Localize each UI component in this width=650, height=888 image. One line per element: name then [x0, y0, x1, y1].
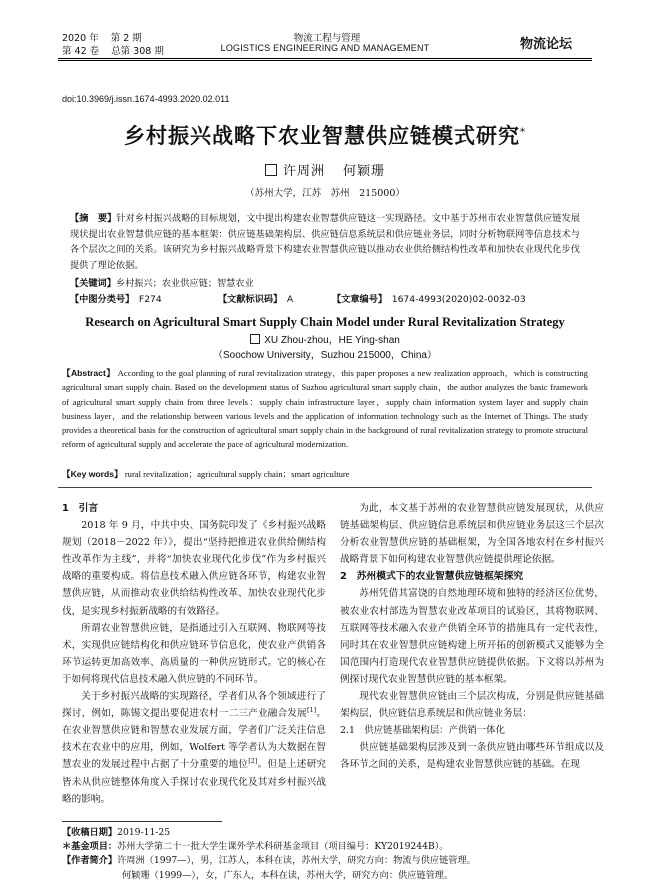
author-bio-label: 【作者简介】 [62, 855, 118, 867]
header-rule-thin [58, 60, 592, 61]
authors-en-text: XU Zhou-zhou，HE Ying-shan [264, 335, 400, 346]
section-2-1-heading: 2.1 供应链基础架构层：产供销一体化 [340, 725, 505, 737]
received-label: 【收稿日期】 [62, 827, 118, 838]
author-box-icon-en [250, 334, 260, 344]
received-value: 2019-11-25 [117, 827, 171, 838]
section-name: 物流论坛 [520, 37, 573, 52]
section-1-paragraph-3 [62, 688, 326, 808]
section-1-paragraph-3-part-a: 关于乡村振兴战略的实现路径，学者们从各个领域进行了探讨，例如，陈锡文提出要促进农村一二三产业融合发展 [62, 691, 326, 720]
fund-note [62, 840, 592, 854]
header-volume-number: 第 42 卷 [62, 46, 100, 57]
section-1-paragraph-3-part-b: 。在农业智慧供应链和智慧农业发展方面，学者们广泛关注信息技术在农业中的应用，例如，Wolfert 等学者认为大数据在智慧农业的发展过程中占据了十分重要的地位 [62, 708, 327, 771]
authors [0, 160, 650, 179]
journal-name-en: LOGISTICS ENGINEERING AND MANAGEMENT [220, 43, 430, 53]
clc-value: F274 [138, 294, 162, 305]
abstract-en [62, 366, 588, 452]
header-issue: 第 2 期 [110, 33, 142, 44]
section-2-paragraph-2: 现代农业智慧供应链由三个层次构成，分别是供应链基础架构层，供应链信息系统层和供应链业务层： [340, 691, 604, 720]
header-year-issue [62, 30, 154, 44]
section-2-heading: 2 苏州模式下的农业智慧供应链框架探究 [340, 571, 524, 583]
author-bio-2: 何颖珊（1999—），女，广东人，本科在读，苏州大学，研究方向：供应链管理。 [122, 869, 454, 881]
abstract-cn-text: 针对乡村振兴战略的目标规划，文中提出构建农业智慧供应链这一实现路径。文中基于苏州市农业智慧供应链发展现状提出农业智慧供应链的基本框架：供应链基础架构层、供应链信息系统层和供应链业务层，同时分析物联网等信息技术与各个层次之间的关系。该研究为乡村振兴战略背景下构建农业智慧供应链以推动农业供给侧结构性改革和加快农业现代化步伐提供了理论依据。 [70, 213, 581, 271]
section-1-paragraph-4: 为此，本文基于苏州的农业智慧供应链发展现状，从供应链基础架构层、供应链信息系统层和供应链业务层这三个层次分析农业智慧供应链的基础框架，为全国各地农村在乡村振兴战略背景下如何构建农业智慧供应链提供理论依据。 [340, 503, 604, 566]
abstract-en-text: According to the goal planning of rural revitalization strategy，this paper proposes a new realization approach，which is constructing agricultural smart supply chain. Based on the development status of Suzhou agricultural smart supply chain，the author analyzes the basic framework of agricultural smart supply chain from three levels：supply chain infrastructure layer，supply chain information system layer and supply chain business layer，and the relationship between various levels and the application of information technology such as the Internet of Things. The study provides a theoretical basis for the construction of agricultural smart supply chain in the background of rural revitalization strategy to promote structural reform of agricultural supply and accelerate the pace of agricultural modernization. [62, 368, 588, 450]
header-year: 2020 年 [62, 33, 99, 44]
keywords-en-text: rural revitalization；agricultural supply chain；smart agriculture [124, 469, 350, 479]
doc-code-label: 【文献标识码】 [218, 294, 278, 305]
body-column-right [340, 500, 604, 774]
author-box-icon [265, 164, 277, 176]
affiliation: （苏州大学，江苏 苏州 215000） [245, 188, 405, 199]
keywords-en-label: 【Key words】 [62, 469, 123, 479]
section-1-paragraph-3-part-c: 。但是上述研究皆未从供应链整体角度入手探讨农业现代化及其对乡村振兴战略的影响。 [62, 759, 327, 805]
section-1-paragraph-1: 2018 年 9 月，中共中央、国务院印发了《乡村振兴战略规划（2018－2022 年）》，提出“坚持把推进农业供给侧结构性改革作为主线”，并将“加快农业现代化步伐”作为乡村振兴战略的重要构成。将信息技术融入供应链各环节，构建农业智慧供应链，从而推动农业供给结构性改革、加快农业现代化步伐，是实现乡村振新战略的有效路径。 [62, 520, 326, 617]
section-2-1-paragraph-1: 供应链基础架构层涉及到一条供应链由哪些环节组成以及各环节之间的关系，是构建农业智慧供应链的基础。在现 [340, 742, 604, 771]
author-bio-1-text: 许周洲（1997—），男，江苏人，本科在读，苏州大学，研究方向：物流与供应链管理。 [117, 855, 476, 867]
author-bio-1 [62, 854, 592, 868]
paper-title-text: 乡村振兴战略下农业智慧供应链模式研究 [124, 123, 520, 148]
abstract-cn [70, 211, 580, 273]
header-volume [62, 43, 176, 57]
doc-code-value: A [286, 294, 294, 305]
abstract-separator [58, 487, 592, 488]
authors-en [0, 331, 650, 346]
header-rule [58, 58, 592, 59]
affiliation-en: （Soochow University，Suzhou 215000，China） [212, 350, 437, 361]
citation-2[interactable]: [2] [248, 757, 258, 766]
footnotes [62, 826, 592, 883]
article-number-label: 【文章编号】 [332, 294, 383, 305]
section-2-paragraph-1: 苏州凭借其富饶的自然地理环境和独特的经济区位优势，被农业农村部选为智慧农业改革项目的试验区，其将物联网、互联网等技术融入农业产供销全环节的措施具有一定代表性，同时其在农业智慧供应链构建上所开拓的创新模式又能够为全国范围内打造现代农业智慧供应链提供依据。下文将以苏州为例探讨现代农业智慧供应链的基本框架。 [340, 588, 604, 685]
citation-1[interactable]: [1] [306, 705, 317, 714]
body-column-left [62, 500, 326, 808]
footnote-rule [62, 821, 222, 822]
author-1: 许周洲 [282, 164, 325, 179]
clc-label: 【中图分类号】 [70, 294, 130, 305]
keywords-cn-label: 【关键词】 [70, 278, 116, 289]
article-number-value: 1674-4993(2020)02-0032-03 [391, 294, 526, 305]
paper-title-en: Research on Agricultural Smart Supply Chain Model under Rural Revitalization Strategy [85, 315, 565, 329]
abstract-cn-label: 【摘 要】 [70, 213, 117, 224]
section-1-heading: 1 引言 [62, 503, 99, 514]
header-total-issue: 总第 308 期 [111, 46, 164, 57]
fund-value: 苏州大学第二十一批大学生课外学术科研基金项目（项目编号：KY2019244B）。 [117, 841, 449, 853]
fund-label: ＊基金项目： [62, 841, 118, 853]
title-footnote-mark: * [520, 127, 526, 138]
doi: doi:10.3969/j.issn.1674-4993.2020.02.011 [62, 94, 230, 104]
author-2: 何颖珊 [343, 164, 386, 179]
keywords-cn-text: 乡村振兴；农业供应链；智慧农业 [115, 278, 254, 289]
received-date [62, 826, 592, 840]
keywords-cn [70, 275, 580, 289]
abstract-en-label: 【Abstract】 [62, 368, 116, 378]
keywords-en [62, 468, 588, 480]
section-1-paragraph-2: 所谓农业智慧供应链，是指通过引入互联网、物联网等技术，实现供应链结构化和供应链环节信息化，使农业产供销各环节运转更加高效率、高质量的一种供应链形式。它的核心在于如何将现代信息技术融入供应链的不同环节。 [62, 622, 326, 685]
journal-name-cn: 物流工程与管理 [293, 33, 361, 44]
paper-title [40, 120, 610, 150]
